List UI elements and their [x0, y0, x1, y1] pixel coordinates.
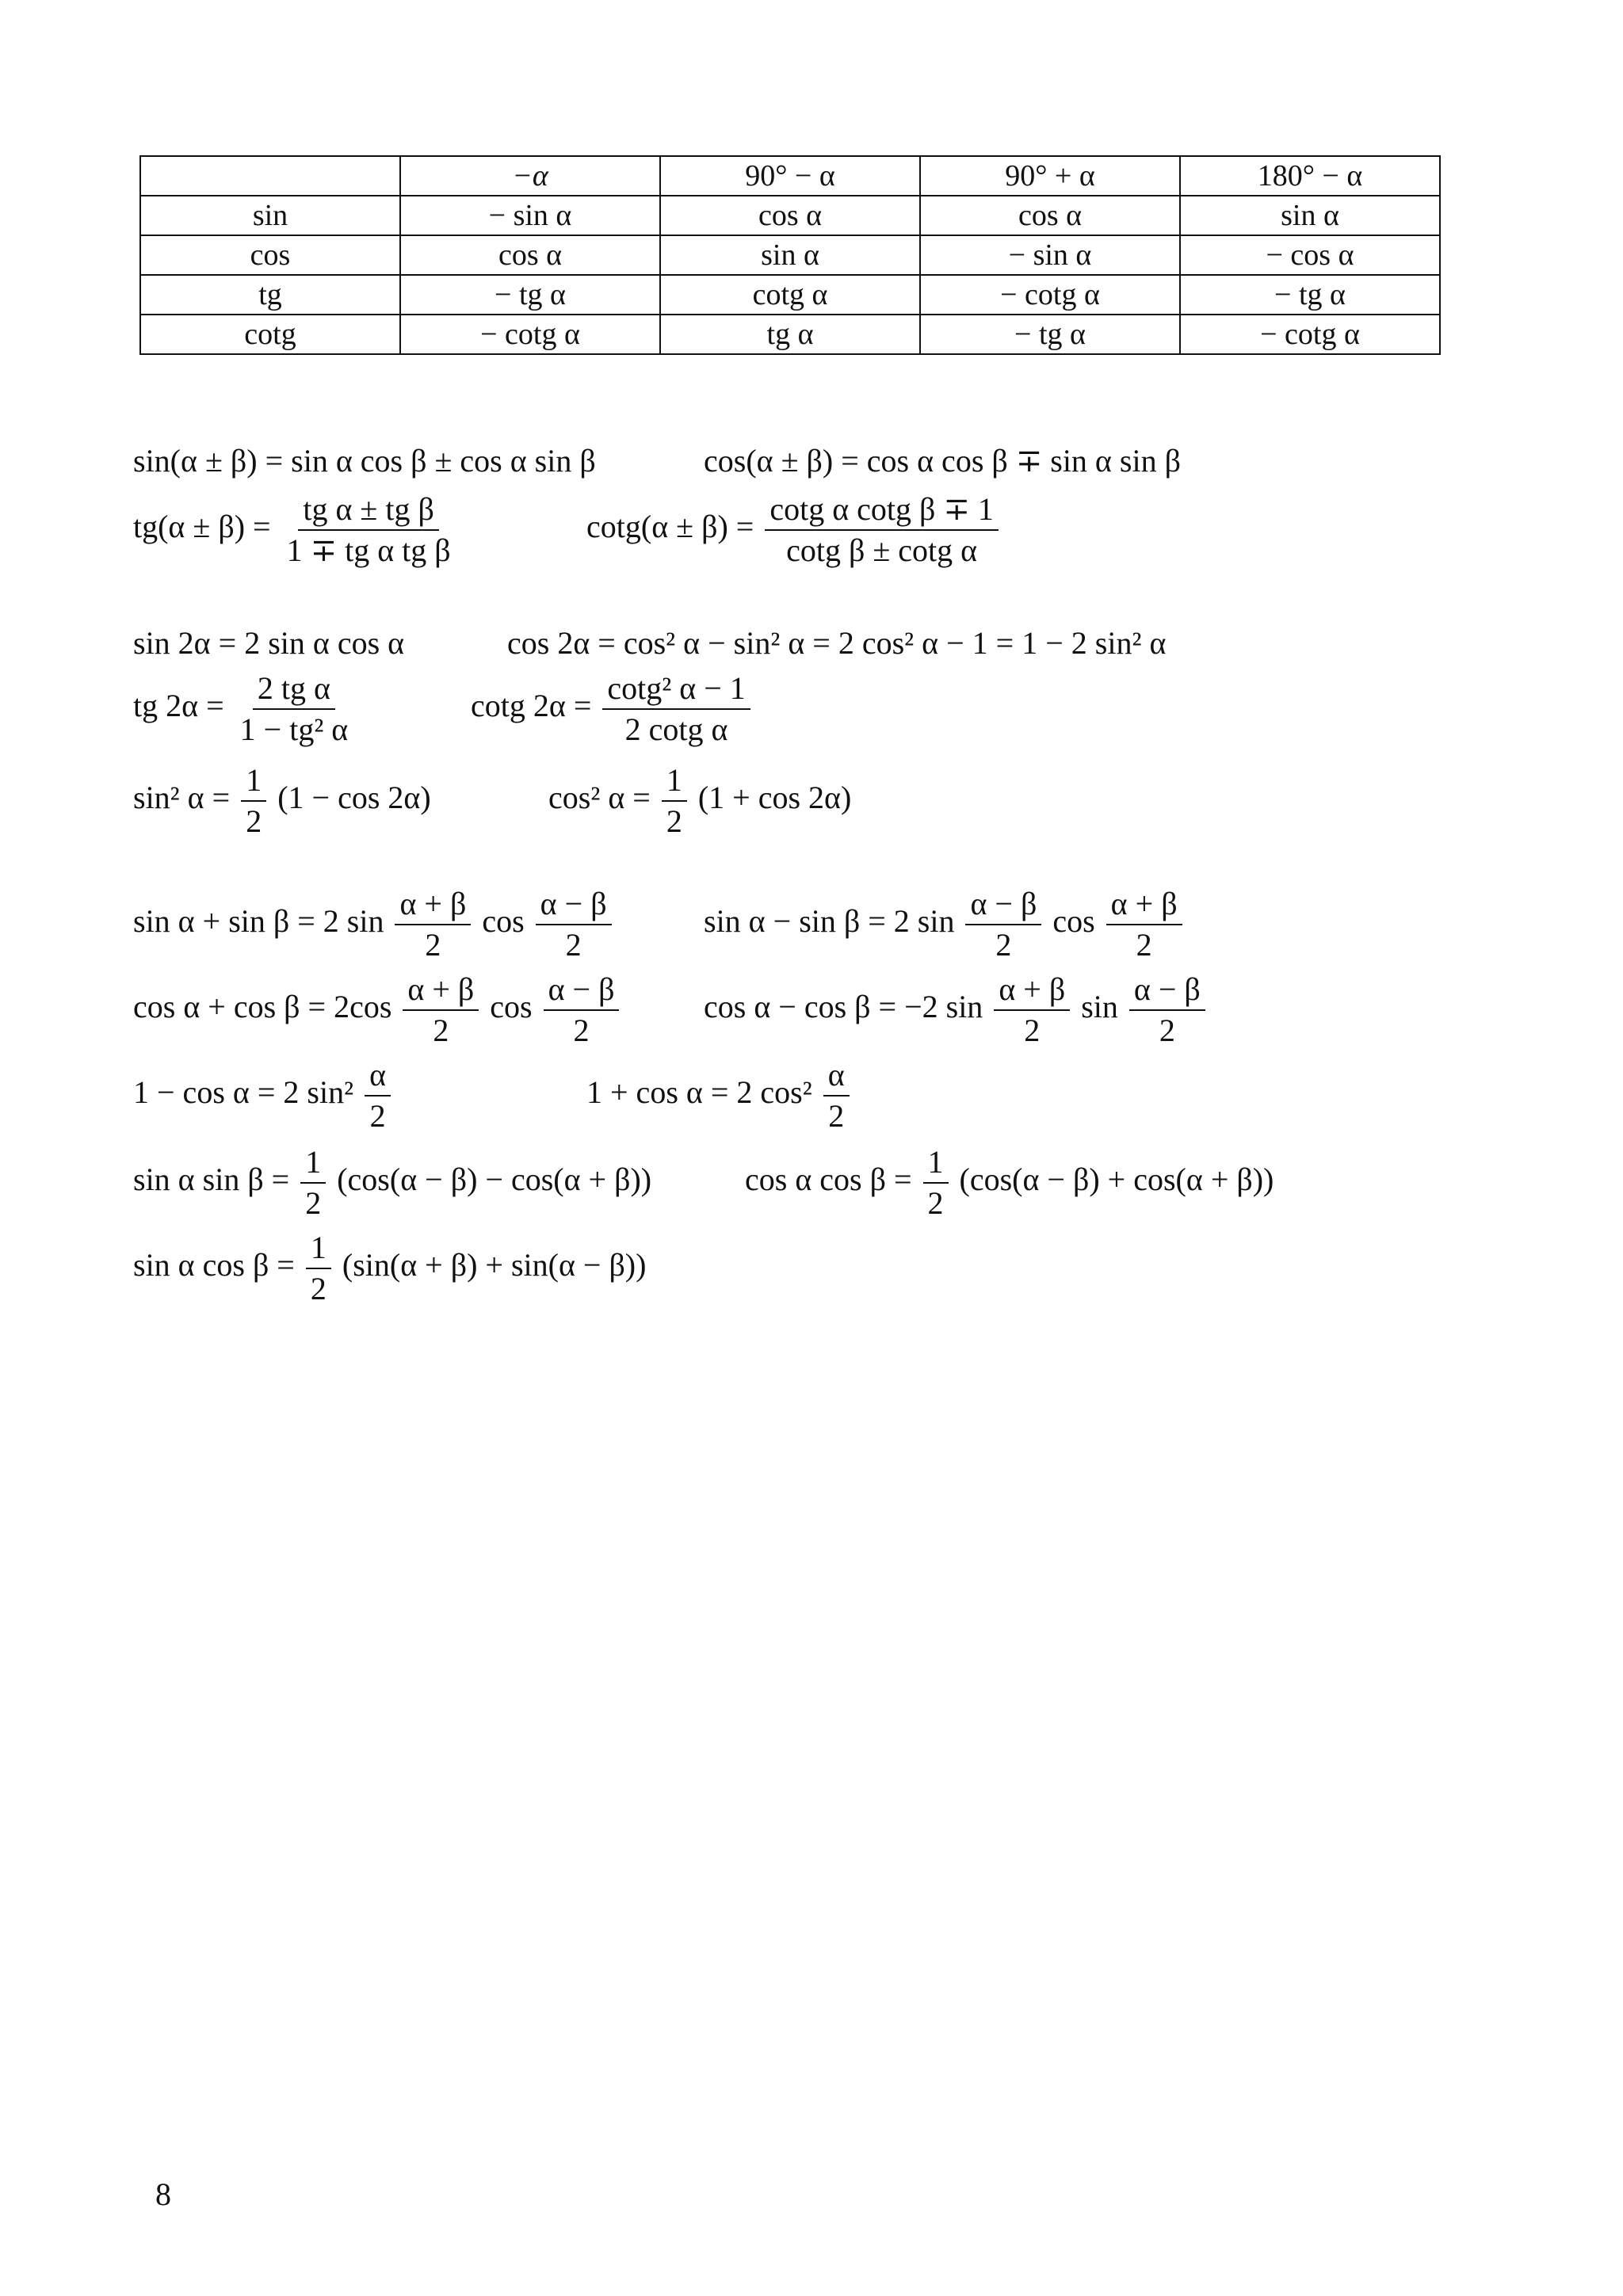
fraction [765, 493, 999, 567]
reduction-table [139, 155, 1441, 355]
denominator: 2 [433, 1013, 449, 1048]
fraction [1106, 887, 1182, 962]
formula-cos-double: cos 2α = cos² α − sin² α = 2 cos² α − 1 = 1 − 2 sin² α [507, 625, 1167, 661]
denominator: 2 [565, 927, 582, 963]
formula-lhs: cotg(α ± β) = [586, 509, 754, 545]
fraction [602, 672, 750, 746]
numerator: 1 [241, 764, 266, 802]
table-cell: cos α [660, 196, 920, 235]
fraction [235, 672, 353, 746]
table-row [140, 315, 1440, 354]
formula-sin-minus-sin [704, 887, 1186, 962]
function-name: cos [490, 989, 533, 1025]
table-cell: tg [140, 275, 400, 315]
table-cell: − cotg α [1180, 315, 1440, 354]
table-row [140, 235, 1440, 275]
table-cell: cotg [140, 315, 400, 354]
formula-lhs: cos α cos β = [745, 1161, 912, 1198]
function-name: cos [1052, 903, 1095, 940]
formula-cotg-sum [586, 493, 1002, 567]
formula-lhs: 1 − cos α = 2 sin² [133, 1074, 354, 1111]
table-cell: cos α [920, 196, 1180, 235]
formula-cos-plus-cos [133, 973, 622, 1047]
fraction [544, 973, 620, 1047]
table-row [140, 275, 1440, 315]
table-cell: − tg α [920, 315, 1180, 354]
formula-lhs: cos α + cos β = 2cos [133, 989, 392, 1025]
formula-sin-square [133, 764, 431, 838]
function-name: sin [1081, 989, 1118, 1025]
numerator: α − β [536, 887, 612, 925]
fraction [823, 1058, 850, 1133]
fraction-half [923, 1146, 949, 1220]
table-header-cell: 180° − α [1180, 156, 1440, 196]
fraction [282, 493, 456, 567]
numerator: α + β [395, 887, 471, 925]
table-header-cell: 90° + α [920, 156, 1180, 196]
formula-rhs: (sin(α + β) + sin(α − β)) [342, 1247, 647, 1283]
formula-lhs: 1 + cos α = 2 cos² [586, 1074, 812, 1111]
formula-sin-double: sin 2α = 2 sin α cos α [133, 625, 405, 661]
formula-rhs: (1 + cos 2α) [697, 780, 852, 816]
table-cell: − cotg α [920, 275, 1180, 315]
formula-lhs: sin α cos β = [133, 1247, 295, 1283]
fraction-half [306, 1231, 331, 1306]
fraction [1129, 973, 1205, 1047]
formula-one-minus-cos [133, 1058, 394, 1133]
denominator: 2 [1136, 927, 1152, 963]
table-cell: − cotg α [400, 315, 660, 354]
fraction [403, 973, 479, 1047]
table-cell: cos α [400, 235, 660, 275]
table-cell: sin α [660, 235, 920, 275]
numerator: α − β [544, 973, 620, 1011]
formula-rhs: (cos(α − β) + cos(α + β)) [959, 1161, 1274, 1198]
table-header-row [140, 156, 1440, 196]
table-header-cell [140, 156, 400, 196]
denominator: 2 [1024, 1013, 1041, 1048]
formula-lhs: tg 2α = [133, 688, 224, 724]
table-cell: − tg α [1180, 275, 1440, 315]
table-cell: − tg α [400, 275, 660, 315]
denominator: 2 [573, 1013, 590, 1048]
fraction-half [241, 764, 266, 838]
denominator: 2 [828, 1098, 845, 1134]
denominator: 2 [927, 1185, 944, 1221]
formula-rhs: (cos(α − β) − cos(α + β)) [337, 1161, 652, 1198]
page-number: 8 [155, 2176, 171, 2212]
formula-cos-sum: cos(α ± β) = cos α cos β ∓ sin α sin β [704, 443, 1181, 479]
formula-sin-sin [133, 1146, 651, 1220]
formula-lhs: sin α − sin β = 2 sin [704, 903, 955, 940]
table-cell: − cos α [1180, 235, 1440, 275]
numerator: α [365, 1058, 391, 1097]
fraction [395, 887, 471, 962]
denominator: 2 [425, 927, 441, 963]
formula-sin-cos [133, 1231, 646, 1306]
fraction [965, 887, 1041, 962]
table-header-cell: −α [400, 156, 660, 196]
formula-lhs: cotg 2α = [471, 688, 592, 724]
table-cell: cos [140, 235, 400, 275]
formula-lhs: tg(α ± β) = [133, 509, 271, 545]
fraction [365, 1058, 391, 1133]
formula-sin-plus-sin [133, 887, 615, 962]
denominator: 2 [995, 927, 1012, 963]
denominator: 2 [246, 803, 262, 839]
numerator: α + β [403, 973, 479, 1011]
fraction-half [300, 1146, 326, 1220]
denominator: 1 − tg² α [239, 711, 349, 747]
fraction [994, 973, 1070, 1047]
formula-tg-double [133, 672, 356, 746]
denominator: 2 [310, 1271, 327, 1306]
numerator: cotg α cotg β ∓ 1 [765, 493, 999, 531]
numerator: α + β [1106, 887, 1182, 925]
formula-cotg-double [471, 672, 754, 746]
formula-cos-minus-cos [704, 973, 1209, 1047]
numerator: α + β [994, 973, 1070, 1011]
numerator: α [823, 1058, 850, 1097]
table-header-cell: 90° − α [660, 156, 920, 196]
formula-lhs: sin α sin β = [133, 1161, 290, 1198]
function-name: cos [482, 903, 525, 940]
table-cell: tg α [660, 315, 920, 354]
fraction-half [662, 764, 687, 838]
formula-tg-sum [133, 493, 459, 567]
denominator: 2 [1159, 1013, 1175, 1048]
formula-cos-cos [745, 1146, 1274, 1220]
numerator: 2 tg α [253, 672, 335, 710]
numerator: tg α ± tg β [298, 493, 439, 531]
numerator: cotg² α − 1 [602, 672, 750, 710]
table-cell: sin α [1180, 196, 1440, 235]
numerator: 1 [306, 1231, 331, 1269]
table-row [140, 196, 1440, 235]
table-cell: − sin α [920, 235, 1180, 275]
formula-lhs: cos² α = [548, 780, 651, 816]
formula-sin-sum: sin(α ± β) = sin α cos β ± cos α sin β [133, 443, 596, 479]
table-cell: sin [140, 196, 400, 235]
denominator: 2 cotg α [624, 711, 728, 747]
numerator: α − β [965, 887, 1041, 925]
formula-one-plus-cos [586, 1058, 853, 1133]
denominator: 1 ∓ tg α tg β [286, 532, 451, 568]
denominator: 2 [666, 803, 682, 839]
formula-cos-square [548, 764, 851, 838]
table-cell: cotg α [660, 275, 920, 315]
denominator: 2 [369, 1098, 386, 1134]
table-cell: − sin α [400, 196, 660, 235]
numerator: 1 [662, 764, 687, 802]
formula-lhs: cos α − cos β = −2 sin [704, 989, 983, 1025]
numerator: 1 [300, 1146, 326, 1184]
denominator: cotg β ± cotg α [786, 532, 978, 568]
formula-rhs: (1 − cos 2α) [277, 780, 431, 816]
denominator: 2 [305, 1185, 322, 1221]
numerator: α − β [1129, 973, 1205, 1011]
formula-lhs: sin² α = [133, 780, 231, 816]
fraction [536, 887, 612, 962]
numerator: 1 [923, 1146, 949, 1184]
formula-lhs: sin α + sin β = 2 sin [133, 903, 384, 940]
